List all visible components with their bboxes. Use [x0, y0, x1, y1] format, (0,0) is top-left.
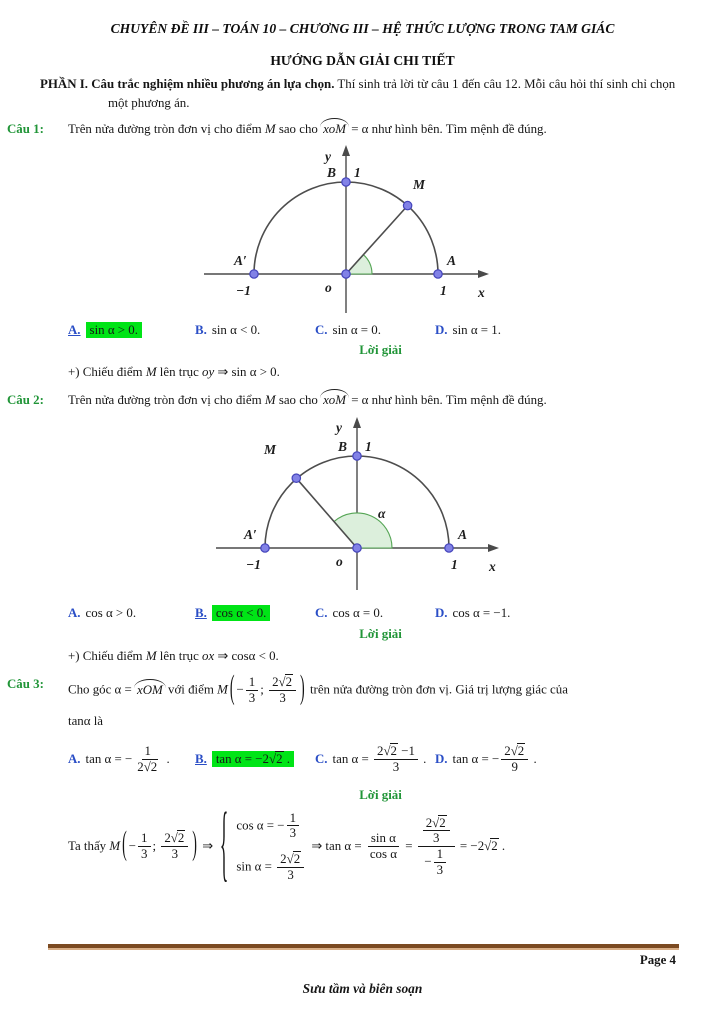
answer-option-A [68, 744, 195, 775]
label-alpha: α [378, 506, 386, 522]
answer-formula: tan α = −2√2 . [212, 751, 294, 767]
label-x: x [489, 559, 496, 575]
question-3-stem: Cho góc α = xOM với điểm M ( − $\frac{1}{3}$ ; $\frac{2√2}{3}$ ) trên nửa đường tròn đơn vị. Giá trị lượng giác của [68, 670, 568, 708]
answer-letter: C. [315, 751, 328, 766]
ray-OM [296, 479, 357, 549]
point-O [342, 269, 350, 277]
question-1-answers [68, 321, 693, 340]
x-axis-arrow [478, 270, 489, 278]
point-A-prime [250, 269, 258, 277]
document-title: CHUYÊN ĐỀ III – TOÁN 10 – CHƯƠNG III – HỆ THỨC LƯỢNG TRONG TAM GIÁC [110, 21, 615, 36]
point-A [445, 544, 453, 552]
answer-option-B [195, 321, 315, 340]
solution-heading: Lời giải [359, 787, 402, 802]
answer-option-A [68, 604, 195, 623]
label-A-prime: A′ [244, 527, 257, 543]
label-A: A [447, 252, 457, 268]
answer-letter: D. [435, 322, 448, 337]
part-1-text: Thí sinh trả lời từ câu 1 đến câu 12. Mỗi câu hỏi thí sinh chỉ chọn một phương án. [108, 77, 676, 111]
ray-OM [346, 205, 408, 273]
answer-letter: D. [435, 751, 448, 766]
answer-formula: tan α = $\frac{2√2 -1}{3}$ . [332, 744, 427, 775]
answer-formula: cos α = 0. [332, 606, 384, 621]
page-number: Page 4 [639, 953, 676, 967]
part-1-instructions [40, 75, 693, 112]
question-1-solution: +) Chiếu điểm M lên trục oy ⇒ sin α > 0. [68, 364, 280, 379]
label-1-right: 1 [451, 557, 458, 573]
answer-letter: A. [68, 322, 81, 337]
question-2-label: Câu 2: [7, 392, 44, 407]
label-B: B [327, 164, 337, 180]
answer-formula: sin α < 0. [211, 322, 261, 337]
y-axis-arrow [342, 145, 350, 156]
label-minus-1: −1 [236, 282, 251, 298]
question-3 [0, 670, 725, 891]
point-B [342, 177, 350, 185]
label-M: M [264, 442, 277, 458]
answer-formula: sin α = 0. [332, 322, 381, 337]
footer-rule [48, 944, 679, 950]
question-2 [0, 391, 725, 666]
point-M [403, 201, 411, 209]
answer-letter: C. [315, 606, 328, 621]
answer-option-D [435, 321, 693, 340]
label-1-right: 1 [440, 282, 447, 298]
question-2-stem: Trên nửa đường tròn đơn vị cho điểm M sao cho xoM = α như hình bên. Tìm mệnh đề đúng. [68, 392, 547, 407]
answer-option-C [315, 321, 435, 340]
solution-heading: Lời giải [359, 343, 402, 358]
answer-letter: D. [435, 606, 448, 621]
answer-option-D [435, 744, 693, 775]
question-2-solution: +) Chiếu điểm M lên trục ox ⇒ cosα < 0. [68, 648, 279, 663]
answer-formula: cos α > 0. [85, 606, 137, 621]
point-A-prime [261, 544, 269, 552]
diagram-unit-semicircle-q1 [194, 141, 494, 315]
answer-letter: B. [195, 752, 207, 767]
label-o: o [325, 279, 332, 295]
answer-option-B [195, 750, 315, 769]
point-M [292, 474, 300, 482]
label-y: y [325, 148, 331, 164]
question-3-label: Câu 3: [7, 677, 44, 692]
question-1-label: Câu 1: [7, 121, 44, 136]
answer-option-A [68, 321, 195, 340]
answer-option-D [435, 604, 693, 623]
answer-formula: cos α < 0. [212, 605, 271, 621]
answer-letter: A. [68, 751, 81, 766]
answer-option-C [315, 744, 435, 775]
answer-formula: sin α = 1. [452, 322, 501, 337]
label-1-top: 1 [354, 164, 361, 180]
answer-option-C [315, 604, 435, 623]
answer-letter: B. [195, 322, 207, 337]
answer-letter: B. [195, 606, 207, 621]
question-1 [0, 120, 725, 382]
question-3-stem-line2: tanα là [68, 714, 104, 729]
label-M: M [413, 176, 426, 192]
diagram-unit-semicircle-q2 [206, 412, 506, 598]
answer-formula: tan α = − $\frac{1}{2√2}$ . [85, 744, 170, 775]
question-3-answers [68, 736, 693, 784]
answer-letter: C. [315, 322, 328, 337]
answer-formula: tan α = − $\frac{2√2}{9}$ . [452, 744, 537, 775]
y-axis-arrow [353, 417, 361, 428]
answer-letter: A. [68, 606, 81, 621]
label-1-top: 1 [365, 439, 372, 455]
label-B: B [338, 439, 348, 455]
question-1-stem: Trên nửa đường tròn đơn vị cho điểm M sao cho xoM = α như hình bên. Tìm mệnh đề đúng. [68, 121, 547, 136]
answer-formula: cos α = −1. [452, 606, 511, 621]
label-minus-1: −1 [246, 557, 261, 573]
point-O [353, 544, 361, 552]
solution-heading: Lời giải [359, 627, 402, 642]
footer-credit: Sưu tầm và biên soạn [302, 981, 423, 996]
question-2-answers [68, 604, 693, 623]
point-A [434, 269, 442, 277]
label-o: o [336, 554, 343, 570]
answer-formula: sin α > 0. [86, 322, 142, 338]
label-A: A [458, 527, 468, 543]
question-3-solution: Ta thấy M ( − $\frac{1}{3}$ ; $\frac{2√2}{3}$ ) ⇒ { cos α = − $\frac{1}{3}$ sin α = $\frac{2√2}{3}$ ⇒ tan α = $\frac{\text{sin α}}{\text{cos α}}$ = $\frac{2√2}{3}$ − $\frac{1}{3}$ = −2√2 . [68, 798, 506, 891]
x-axis-arrow [488, 544, 499, 552]
answer-option-B [195, 604, 315, 623]
label-A-prime: A′ [234, 252, 247, 268]
label-y: y [336, 420, 342, 436]
point-B [353, 452, 361, 460]
angle-wedge [346, 254, 372, 273]
document-subtitle: HƯỚNG DẪN GIẢI CHI TIẾT [270, 52, 455, 68]
label-x: x [478, 284, 485, 300]
part-1-label: PHẦN I. Câu trắc nghiệm nhiều phương án lựa chọn. [40, 77, 335, 92]
